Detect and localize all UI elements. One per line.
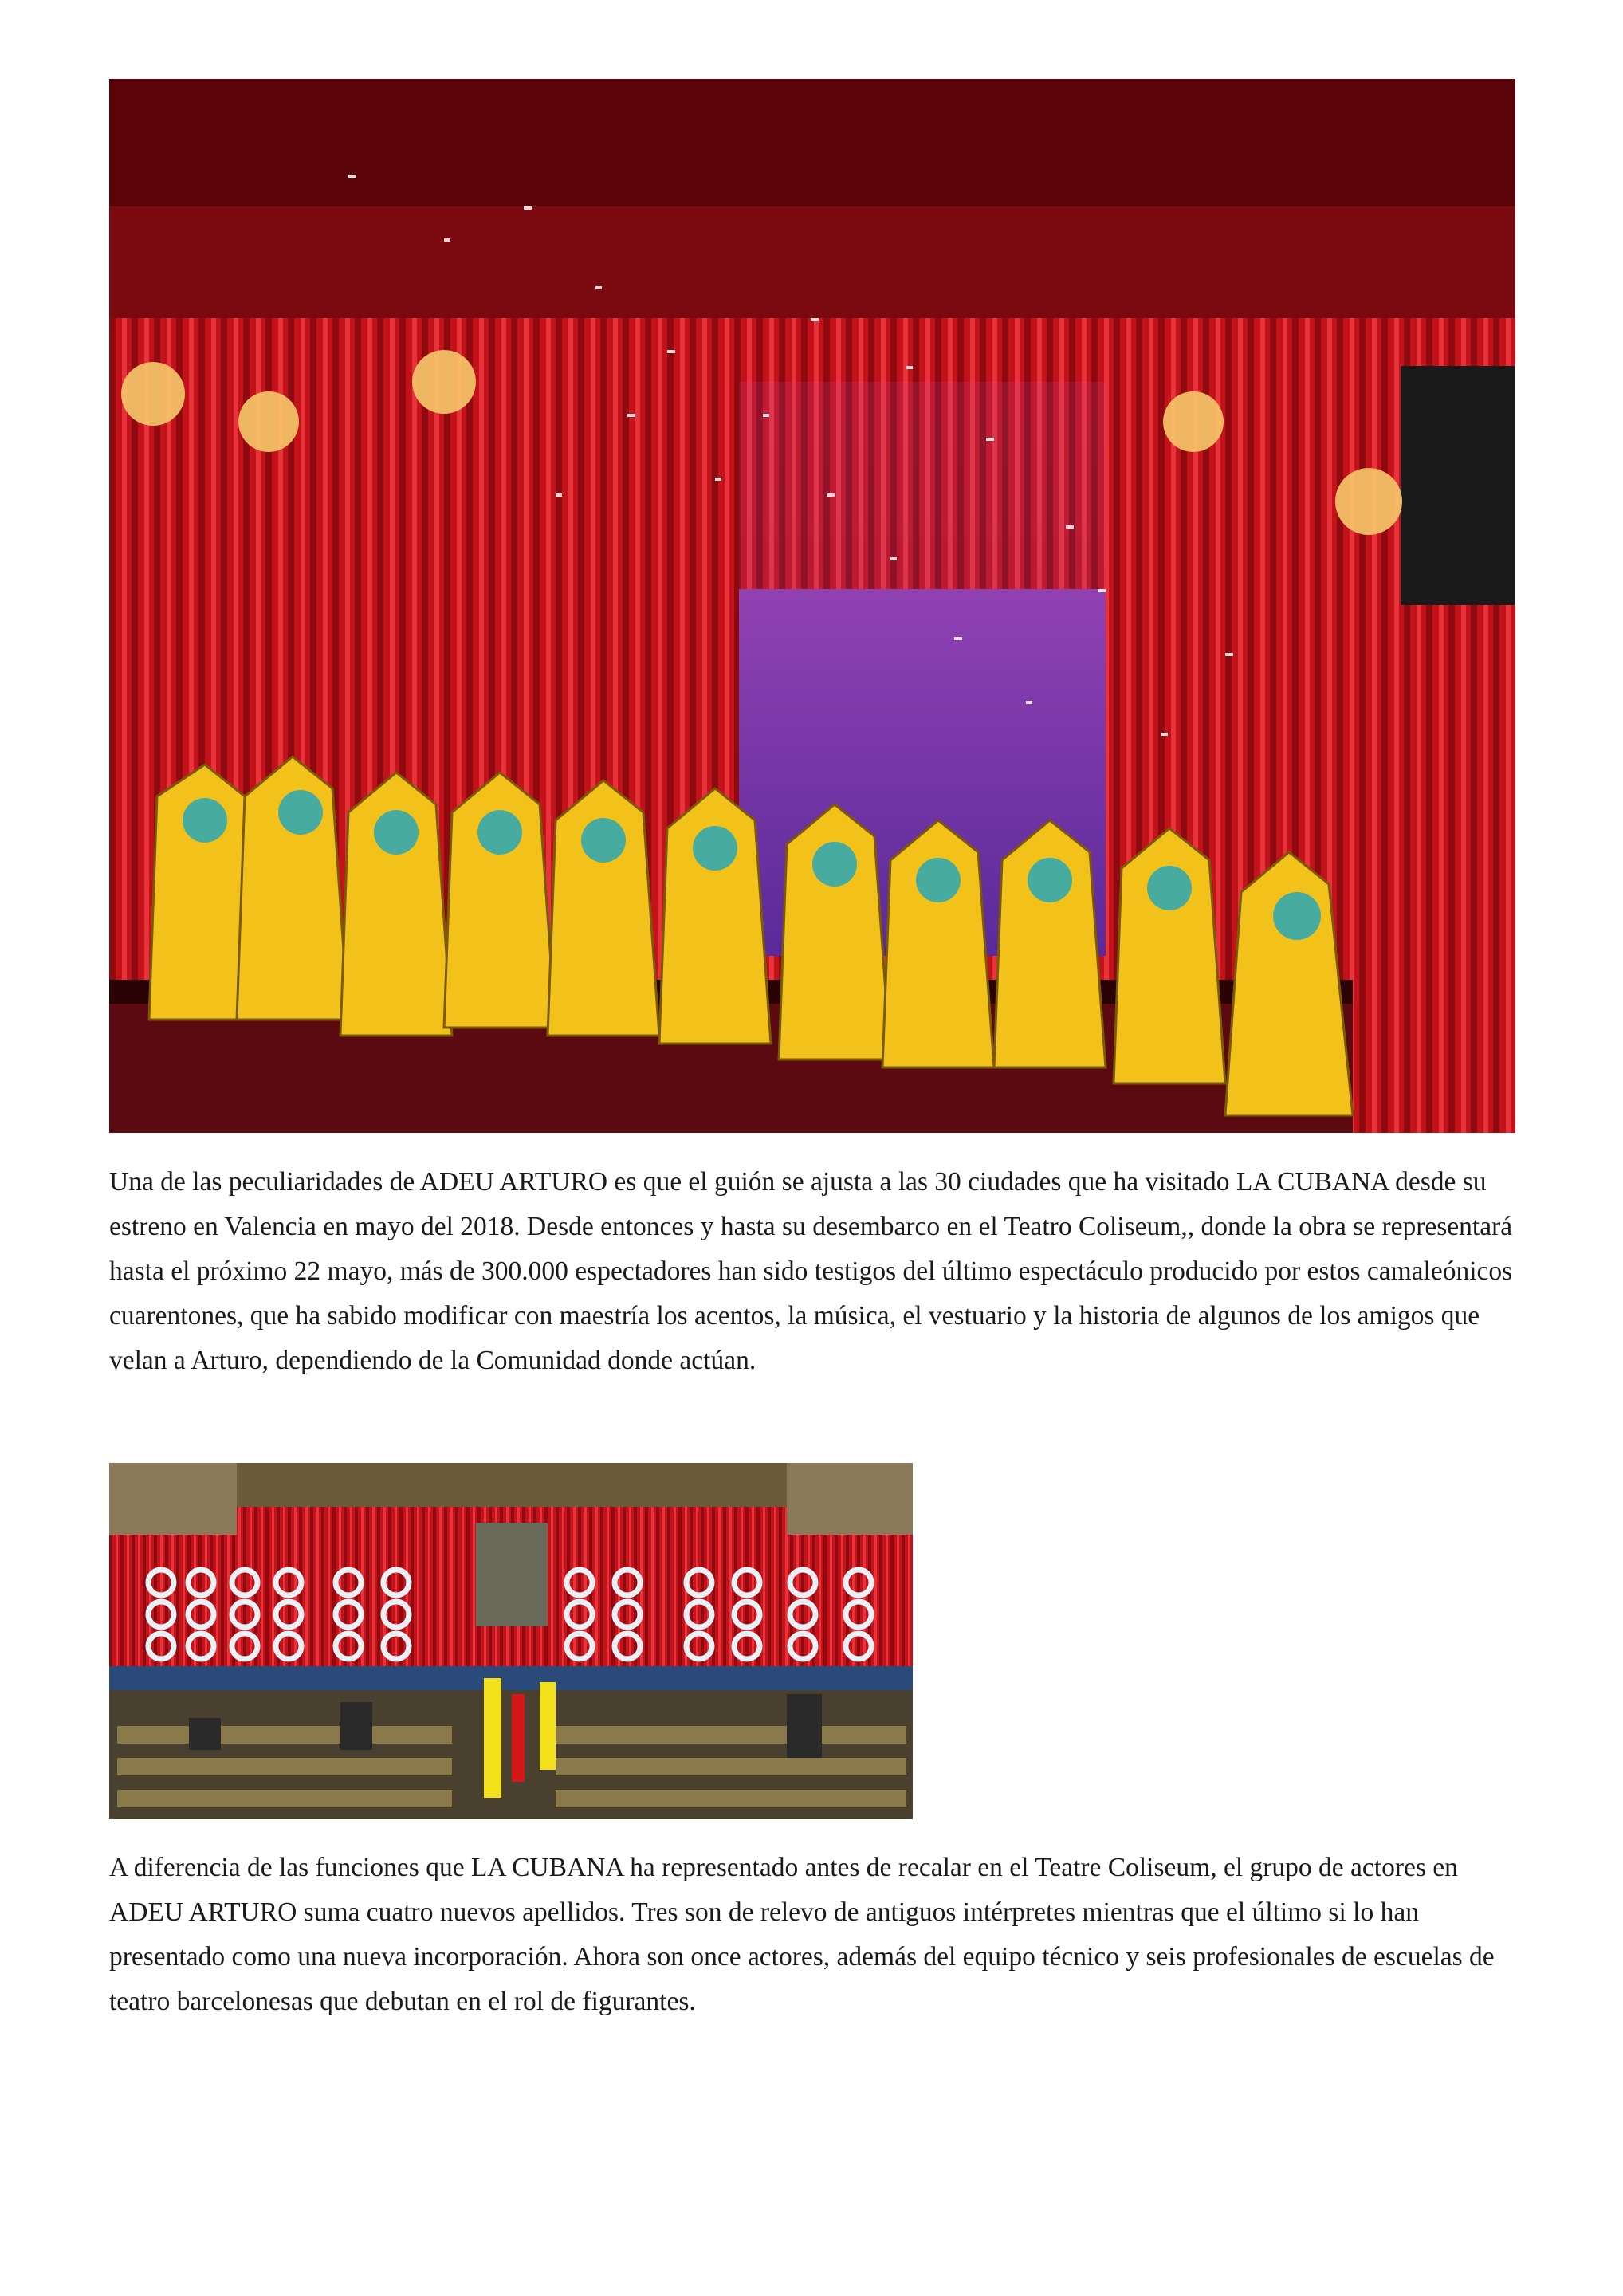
article-paragraph: A diferencia de las funciones que LA CUBANA ha representado antes de recalar en el Teatre Coliseum, el grupo de actores en ADEU ARTURO suma cuatro nuevos apellidos. Tres son de relevo de antiguos intérpretes mientras que el último si lo han presentado como una nueva incorporación. Ahora son once actores, además del equipo técnico y seis profesionales de escuelas de teatro barcelonesas que debutan en el rol de figurantes. xyxy=(109,1853,1495,2016)
stage-photo-illustration xyxy=(109,79,1515,1133)
theatre-photo-illustration xyxy=(109,1463,913,1819)
stage-photo xyxy=(109,79,1515,1133)
article-paragraph: Una de las peculiaridades de ADEU ARTURO es que el guión se ajusta a las 30 ciudades que ha visitado LA CUBANA desde su estreno en Valencia en mayo del 2018. Desde entonces y hasta su desembarco en el Teatro Coliseum,, donde la obra se representará hasta el próximo 22 mayo, más de 300.000 espectadores han sido testigos del último espectáculo producido por estos camaleónicos cuarentones, que ha sabido modificar con maestría los acentos, la música, el vestuario y la historia de algunos de los amigos que velan a Arturo, dependiendo de la Comunidad donde actúan. xyxy=(109,1167,1513,1375)
theatre-photo xyxy=(109,1463,913,1819)
